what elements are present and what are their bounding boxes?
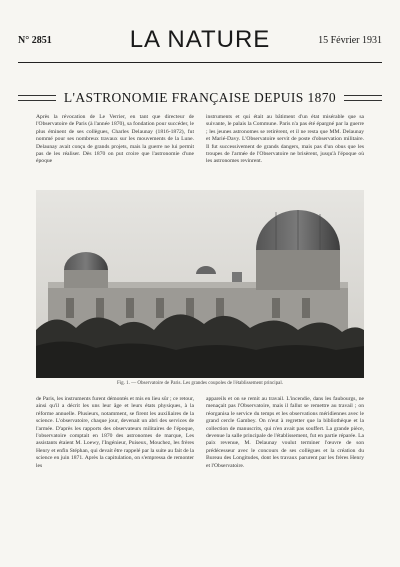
issue-date: 15 Février 1931 — [318, 35, 382, 46]
intro-column-left: Après la révocation de Le Verrier, en tant que directeur de l'Observatoire de Paris (à l'année 1870), sa fondation pour succéder, le plus éminent de ses collègues, Charles Delaunay (1816-1872), fut nommé pour ses nombreux travaux sur les mouvements de la Lune. Delaunay avait conçu de grands projets, mais la guerre ne lui permit pas de les réaliser. Dès 1870 on put croire que l'astronomie d'une époque — [36, 114, 194, 165]
title-ornament-left — [18, 95, 56, 101]
journal-title: LA NATURE — [129, 26, 271, 53]
observatory-photo — [36, 190, 364, 378]
body-column-left: de Paris, les instruments furent démontés et mis en lieu sûr ; ce retour, ainsi qu'il a décrit les uns leur âge et leurs états physiques, à la réforme annuelle. Plusieurs, notamment, se firent les auxiliaires de la science. L'observatoire, chaque jour, devenait un abri des services de l'armée. D'après les rapports des observateurs militaires de l'époque, l'observatoire comptait en 1870 des astronomes de marque, Les assistants étaient M. Loewy, l'Ingénieur, Puiseux, Mouchez, les frères Henry et enfin Stéphan, qui devait être rappelé par la suite au fait de la science en juin 1871. Après la capitulation, on s'empressa de remonter les — [36, 396, 194, 469]
issue-number: N° 2851 — [18, 35, 52, 46]
article-title: L'ASTRONOMIE FRANÇAISE DEPUIS 1870 — [63, 90, 337, 105]
title-ornament-right — [344, 95, 382, 101]
photo-caption: Fig. 1. — Observatoire de Paris. Les grandes coupoles de l'établissement principal. — [117, 381, 283, 386]
observatory-illustration — [36, 190, 364, 378]
masthead-rule — [18, 62, 382, 63]
masthead — [18, 26, 382, 60]
intro-column-right: instruments et qui était au bâtiment d'un état misérable que sa suivante, le palais la Commune. Paris n'a pas été épargné par la guerre ; les jeunes astronomes se retirèrent, et il ne resta que MM. Delaunay et Marié-Davy. L'Observatoire servit de poste d'observation militaire. Il fut successivement de grands dangers, mais pas d'un obus que les troupes de l'armée de l'Observatoire ne brisèrent, jusqu'à l'époque où les astronomes revinrent. — [206, 114, 364, 165]
body-column-right: appareils et on se remit au travail. L'incendie, dans les faubourgs, ne menaçait pas l'Observatoire, mais il fallut se remettre au travail ; on réorganisa le service du temps et les observations méridiennes avec le grand cercle Gambey. On n'eut à regretter que la bibliothèque et la collection de manuscrits, qui n'en avait pas souffert. La grande pièce, devenue la salle principale de l'établissement, fut en partie réparée. La paix revenue, M. Delaunay voulut terminer l'œuvre de son prédécesseur avec le concours de ses collègues et la création du Bureau des Longitudes, dont les travaux parurent par les frères Henry et l'Observatoire. — [206, 396, 364, 469]
article-title-row — [18, 88, 382, 108]
